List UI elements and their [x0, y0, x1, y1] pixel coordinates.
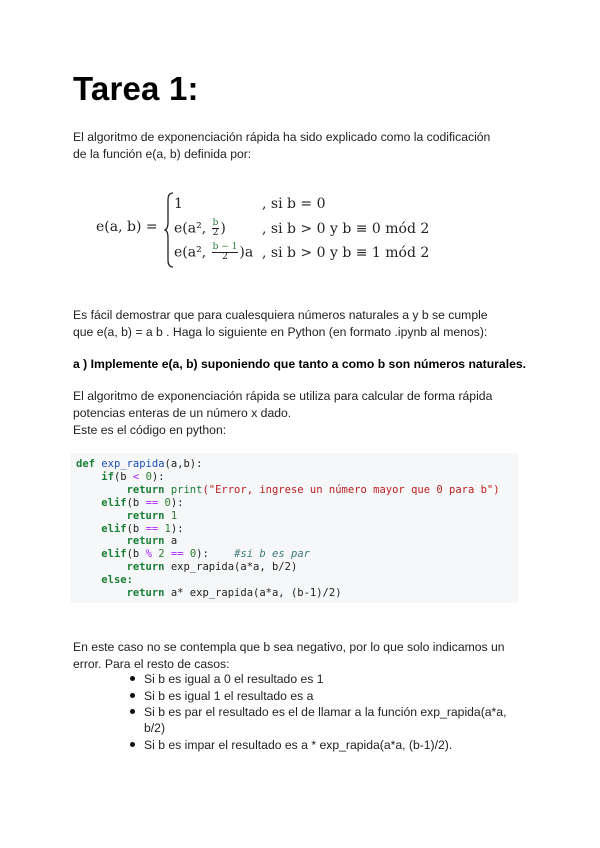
task-a [73, 356, 526, 373]
piecewise-formula [96, 192, 430, 268]
page-title: Tarea 1: [73, 70, 199, 107]
code-line: return exp_rapida(a*a, b/2) [126, 561, 298, 574]
code-block [70, 453, 518, 603]
text-line: El algoritmo de exponenciación rápida ha sido explicado como la codificación [73, 130, 491, 144]
code-line: return 1 [126, 509, 178, 522]
case-cond-3: , si b > 0 y b ≡ 1 mód 2 [262, 245, 430, 261]
text-line: Este es el código en python: [73, 423, 227, 437]
formula-lhs: e(a, b) = [96, 219, 158, 235]
paragraph-2 [73, 307, 488, 341]
code-line: elif(b % 2 == 0): #si b es par [101, 548, 310, 561]
intro-paragraph [73, 129, 490, 163]
case-expr-1: 1 [174, 196, 183, 212]
text-line: Es fácil demostrar que para cualesquiera números naturales a y b se cumple [73, 308, 488, 322]
case-expr-2: e(a², $\frac{b}{2}$ ) [174, 218, 226, 238]
text-line: potencias enteras de un número x dado. [73, 406, 292, 420]
paragraph-3 [73, 388, 492, 439]
code-line: if(b < 0): [101, 470, 165, 483]
text-line: El algoritmo de exponenciación rápida se utiliza para calcular de forma rápida [73, 389, 493, 403]
text-line: En este caso no se contempla que b sea negativo, por lo que solo indicamos un [73, 640, 505, 654]
code-line: return a* exp_rapida(a*a, (b-1)/2) [126, 587, 342, 600]
code-line: return print("Error, ingrese un número mayor que 0 para b") [126, 483, 500, 496]
text-line: error. Para el resto de casos: [73, 657, 230, 671]
text-line: de la función e(a, b) definida por: [73, 147, 252, 161]
brace-icon [164, 192, 174, 268]
text-line: que e(a, b) = a b . Haga lo siguiente en Python (en formato .ipynb al menos): [73, 325, 488, 339]
code-line: elif(b == 1): [101, 522, 184, 535]
cases-list [128, 671, 508, 753]
code-line: else: [101, 574, 133, 587]
list-item: Si b es par el resultado es el de llamar a la función exp_rapida(a*a, b/2) [128, 704, 508, 736]
code-line: elif(b == 0): [101, 496, 184, 509]
case-cond-1: , si b = 0 [262, 196, 326, 212]
task-a-text: a ) Implemente e(a, b) suponiendo que tanto a como b son números naturales. [73, 357, 527, 371]
list-item: Si b es igual 1 el resultado es a [128, 688, 508, 704]
list-item: Si b es impar el resultado es a * exp_rapida(a*a, (b-1)/2). [128, 737, 508, 753]
case-cond-2: , si b > 0 y b ≡ 0 mód 2 [262, 221, 430, 237]
code-line: def exp_rapida(a,b): [76, 458, 203, 470]
paragraph-4 [73, 639, 505, 673]
list-item: Si b es igual a 0 el resultado es 1 [128, 671, 508, 687]
code-line: return a [126, 535, 178, 548]
case-expr-3: e(a², $\frac{b - 1}{2}$ )a [174, 242, 254, 262]
